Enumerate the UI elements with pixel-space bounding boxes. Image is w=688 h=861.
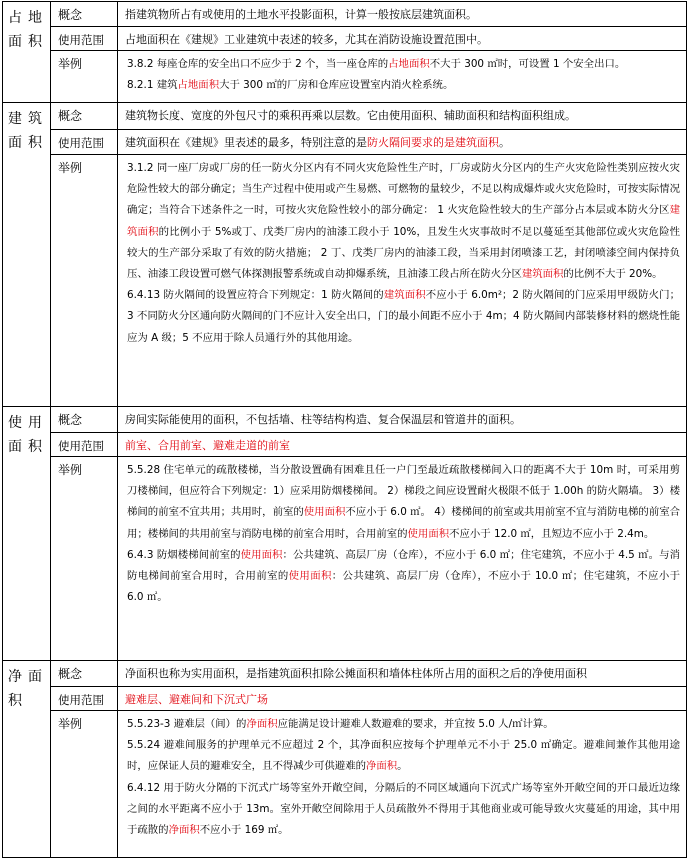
term-cell: 使用面积 — [3, 407, 51, 661]
example-clause: 6.4.3 防烟楼梯间前室的使用面积：公共建筑、高层厂房（仓库），不应小于 6.0 ㎡；住宅建筑，不应小于 4.5 ㎡。与消防电梯间前室合用时，合用前室的使用面积：公共建筑、高层厂房（仓库），不应小于 10.0 ㎡；住宅建筑，不应小于 6.0 ㎡。 — [127, 548, 680, 604]
scope-text: 建筑面积在《建规》里表述的最多，特别注意的是防火隔间要求的是建筑面积。 — [118, 130, 687, 155]
example-clause: 6.4.12 用于防火分隔的下沉式广场等室外开敞空间，分隔后的不同区域通向下沉式广场等室外开敞空间的开口最近边缘之间的水平距离不应小于 13m。室外开敞空间除用于人员疏散外不得用于其他商业或可能导致火灾蔓延的用途，其中用于疏散的净面积不应小于 169 ㎡。 — [127, 781, 680, 837]
concept-label: 概念 — [51, 407, 118, 433]
concept-text: 净面积也称为实用面积，是指建筑面积扣除公摊面积和墙体柱体所占用的面积之后的净使用面积 — [118, 661, 687, 687]
highlight-term: 净面积 — [365, 760, 398, 773]
scope-label: 使用范围 — [51, 27, 118, 51]
example-clause: 5.5.28 住宅单元的疏散楼梯，当分散设置确有困难且任一户门至最近疏散楼梯间入口的距离不大于 10m 时，可采用剪刀楼梯间，但应符合下列规定：1）应采用防烟楼梯间。 2）梯段之间应设置耐火极限不低于 1.00h 的防火隔墙。 3）楼梯间的前室不宜共用；共用时，前室的使用面积不应小于 6.0 ㎡。 4）楼梯间的前室或共用前室不宜与消防电梯的前室合用；楼梯间的共用前室与消防电梯的前室合用时，合用前室的使用面积不应小于 12.0 ㎡，且短边不应小于 2.4m。 — [127, 464, 681, 540]
highlight-term: 使用面积 — [240, 548, 283, 561]
example-clause: 3.8.2 每座仓库的安全出口不应少于 2 个，当一座仓库的占地面积不大于 300 ㎡时，可设置 1 个安全出口。 — [127, 58, 626, 70]
scope-label: 使用范围 — [51, 130, 118, 155]
example-label: 举例 — [51, 457, 118, 661]
example-clause: 8.2.1 建筑占地面积大于 300 ㎡的厂房和仓库应设置室内消火栓系统。 — [127, 79, 454, 92]
highlight-term: 净面积 — [168, 824, 200, 837]
area-definitions-table — [2, 1, 687, 858]
example-clause: 5.5.24 避难间服务的护理单元不应超过 2 个，其净面积应按每个护理单元不小于 25.0 ㎡确定。避难间兼作其他用途时，应保证人员的避难安全，且不得减少可供避难的净面积。 — [127, 739, 680, 773]
concept-label: 概念 — [51, 2, 118, 27]
highlight-term: 占地面积 — [177, 79, 220, 92]
scope-text: 占地面积在《建规》工业建筑中表述的较多，尤其在消防设施设置范围中。 — [118, 27, 687, 51]
example-text — [118, 155, 687, 407]
concept-text: 房间实际能使用的面积，不包括墙、柱等结构构造、复合保温层和管道井的面积。 — [118, 407, 687, 433]
highlight-term: 建筑面积 — [521, 268, 564, 281]
scope-label: 使用范围 — [51, 433, 118, 457]
example-clause: 5.5.23-3 避难层（间）的净面积应能满足设计避难人数避难的要求，并宜按 5.0 人/㎡计算。 — [127, 718, 554, 730]
table-row — [3, 51, 687, 103]
concept-text: 指建筑物所占有或使用的土地水平投影面积，计算一般按底层建筑面积。 — [118, 2, 687, 27]
highlight-term: 防火隔间要求的是建筑面积 — [367, 136, 499, 149]
concept-text: 建筑物长度、宽度的外包尺寸的乘积再乘以层数。它由使用面积、辅助面积和结构面积组成。 — [118, 103, 687, 130]
highlight-term: 占地面积 — [388, 58, 430, 70]
example-clause: 3.1.2 同一座厂房或厂房的任一防火分区内有不同火灾危险性生产时，厂房或防火分区内的生产火灾危险性类别应按火灾危险性较大的部分确定；当生产过程中使用或产生易燃、可燃物的量较少，不足以构成爆炸或火灾危险时，可按实际情况确定；当符合下述条件之一时，可按火灾危险性较小的部分确定： 1 火灾危险性较大的生产部分占本层或本防火分区建筑面积的比例小于 5%或丁、戊类厂房内的油漆工段小于 10%，且发生火灾事故时不足以蔓延至其他部位或火灾危险性较大的生产部分采取了有效的防火措施； 2 丁、戊类厂房内的油漆工段，当采用封闭喷漆工艺，封闭喷漆空间内保持负压、油漆工段设置可燃气体探测报警系统或自动抑爆系统，且油漆工段占所在防火分区建筑面积的比例不大于 20%。 — [127, 162, 681, 281]
highlight-term: 净面积 — [246, 718, 278, 730]
scope-text: 避难层、避难间和下沉式广场 — [118, 687, 687, 711]
example-label: 举例 — [51, 51, 118, 103]
table-row — [3, 661, 687, 687]
highlight-term: 使用面积 — [303, 506, 346, 519]
table-row — [3, 687, 687, 711]
table-row — [3, 407, 687, 433]
table-row — [3, 457, 687, 661]
scope-text: 前室、合用前室、避难走道的前室 — [118, 433, 687, 457]
example-clause: 6.4.13 防火隔间的设置应符合下列规定：1 防火隔间的建筑面积不应小于 6.0m²；2 防火隔间的门应采用甲级防火门；3 不同防火分区通向防火隔间的门不应计入安全出口，门的最小间距不应小于 4m；4 防火隔间内部装修材料的燃烧性能应为 A 级；5 不应用于除人员通行外的其他用途。 — [127, 289, 681, 344]
example-label: 举例 — [51, 711, 118, 858]
example-text — [118, 711, 687, 858]
example-text — [118, 51, 687, 103]
term-cell: 净面积 — [3, 661, 51, 858]
concept-label: 概念 — [51, 661, 118, 687]
table-row — [3, 2, 687, 27]
highlight-term: 建筑面积 — [127, 204, 680, 238]
table-row — [3, 103, 687, 130]
highlight-term: 使用面积 — [288, 570, 332, 583]
table-row — [3, 155, 687, 407]
table-row — [3, 27, 687, 51]
table-row — [3, 711, 687, 858]
highlight-term: 建筑面积 — [383, 289, 426, 302]
concept-label: 概念 — [51, 103, 118, 130]
table-row — [3, 130, 687, 155]
table-row — [3, 433, 687, 457]
term-cell: 占地面积 — [3, 2, 51, 103]
example-text — [118, 457, 687, 661]
scope-label: 使用范围 — [51, 687, 118, 711]
highlight-term: 使用面积 — [407, 527, 450, 540]
term-cell: 建筑面积 — [3, 103, 51, 407]
example-label: 举例 — [51, 155, 118, 407]
